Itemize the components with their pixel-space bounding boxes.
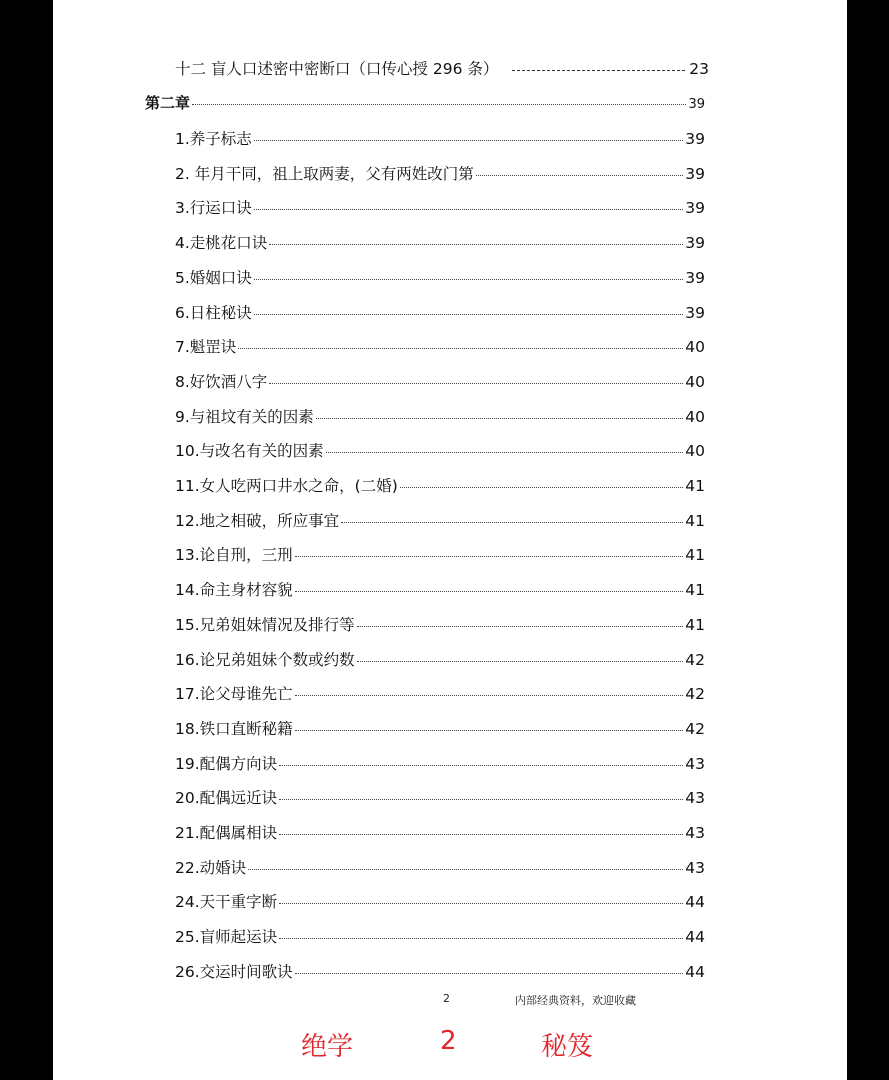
dot-leader bbox=[269, 244, 683, 245]
dot-leader bbox=[295, 973, 684, 974]
toc-entry-page: 23 bbox=[689, 60, 709, 78]
dot-leader bbox=[357, 661, 684, 662]
dot-leader bbox=[279, 765, 683, 766]
toc-entry-row[interactable] bbox=[175, 231, 705, 253]
toc-entry-label: 9.与祖坟有关的因素 bbox=[175, 407, 314, 426]
dot-leader bbox=[326, 452, 684, 453]
toc-entry-page: 41 bbox=[685, 477, 705, 495]
toc-entry-row[interactable] bbox=[175, 786, 705, 808]
dot-leader bbox=[400, 487, 684, 488]
toc-entry-page: 44 bbox=[685, 893, 705, 912]
toc-entry-label: 10.与改名有关的因素 bbox=[175, 442, 324, 461]
toc-entry-row[interactable] bbox=[175, 578, 705, 600]
dot-leader bbox=[254, 140, 683, 141]
toc-entry-page: 40 bbox=[685, 338, 705, 357]
toc-entry-page: 40 bbox=[685, 407, 705, 426]
toc-entry-label: 12.地之相破，所应事宜 bbox=[175, 511, 340, 530]
toc-entry-row[interactable] bbox=[175, 890, 705, 912]
toc-entry-label: 4.走桃花口诀 bbox=[175, 234, 268, 253]
chapter-title: 第二章 bbox=[145, 94, 191, 112]
toc-entry-label: 5.婚姻口诀 bbox=[175, 268, 252, 287]
toc-entry-label: 2. 年月干同，祖上取两妻，父有两姓改门第 bbox=[175, 164, 474, 183]
toc-entry-row[interactable] bbox=[175, 717, 705, 739]
footer-note: 内部经典资料，欢迎收藏 bbox=[515, 994, 636, 1007]
toc-entry-page: 40 bbox=[685, 442, 705, 461]
toc-entry-label: 26.交运时间歌诀 bbox=[175, 962, 293, 981]
toc-entry-page: 42 bbox=[685, 650, 705, 669]
toc-entry-row[interactable] bbox=[175, 613, 705, 635]
toc-entry-label: 11.女人吃两口井水之命，(二婚) bbox=[175, 477, 398, 495]
toc-entry-row[interactable] bbox=[175, 266, 705, 288]
dot-leader bbox=[316, 418, 683, 419]
toc-entry-page: 39 bbox=[685, 268, 705, 287]
toc-entry-row[interactable] bbox=[175, 856, 705, 878]
toc-entry-page: 44 bbox=[685, 928, 705, 947]
toc-entry-label: 24.天干重字断 bbox=[175, 893, 278, 912]
toc-entry-label: 13.论自刑，三刑 bbox=[175, 546, 293, 565]
toc-entry-page: 43 bbox=[685, 824, 705, 842]
toc-entry-label: 14.命主身材容貌 bbox=[175, 581, 293, 600]
dot-leader bbox=[269, 383, 683, 384]
toc-entry-page: 43 bbox=[685, 789, 705, 808]
toc-entry-page: 41 bbox=[685, 546, 705, 565]
dot-leader bbox=[254, 279, 683, 280]
toc-entry-row[interactable] bbox=[175, 648, 705, 670]
toc-entry-row[interactable] bbox=[175, 335, 705, 357]
toc-entry-row[interactable] bbox=[175, 543, 705, 565]
toc-entry-page: 43 bbox=[685, 754, 705, 773]
document-page bbox=[53, 0, 847, 1080]
dot-leader bbox=[512, 70, 685, 71]
toc-entry-row[interactable] bbox=[175, 370, 705, 392]
toc-entry-page: 42 bbox=[685, 719, 705, 738]
dot-leader bbox=[295, 730, 684, 731]
toc-entry-label: 19.配偶方向诀 bbox=[175, 754, 278, 773]
toc-entry-row[interactable] bbox=[175, 682, 705, 704]
dot-leader bbox=[279, 799, 683, 800]
toc-entry-row[interactable] bbox=[175, 162, 705, 184]
toc-entry-label: 20.配偶远近诀 bbox=[175, 789, 278, 808]
toc-entry-page: 39 bbox=[685, 303, 705, 322]
toc-entry-row[interactable] bbox=[175, 752, 705, 774]
footer-page-number: 2 bbox=[443, 992, 450, 1005]
toc-entry-row[interactable] bbox=[175, 301, 705, 323]
toc-entry-row[interactable] bbox=[175, 474, 705, 496]
dot-leader bbox=[279, 938, 683, 939]
toc-entry-row[interactable] bbox=[175, 196, 705, 218]
dot-leader bbox=[192, 104, 686, 105]
toc-entry-row[interactable] bbox=[175, 509, 705, 531]
dot-leader bbox=[357, 626, 684, 627]
toc-entry-page: 40 bbox=[685, 372, 705, 391]
banner-right-text: 秘笈 bbox=[541, 1032, 594, 1062]
toc-entry-page: 39 bbox=[685, 199, 705, 218]
toc-entry-label: 25.盲师起运诀 bbox=[175, 928, 278, 947]
toc-chapter-row[interactable] bbox=[145, 92, 705, 113]
dot-leader bbox=[254, 314, 683, 315]
dot-leader bbox=[279, 903, 683, 904]
toc-entry-row[interactable] bbox=[175, 405, 705, 427]
banner-center-number: 2 bbox=[440, 1026, 457, 1056]
toc-intro-row[interactable] bbox=[175, 57, 709, 79]
toc-entry-page: 39 bbox=[688, 97, 705, 112]
toc-entry-label: 1.养子标志 bbox=[175, 130, 252, 148]
dot-leader bbox=[295, 591, 684, 592]
dot-leader bbox=[341, 522, 683, 523]
dot-leader bbox=[295, 695, 684, 696]
toc-entry-label: 16.论兄弟姐妹个数或约数 bbox=[175, 650, 355, 669]
toc-entry-page: 39 bbox=[685, 164, 705, 183]
toc-entry-page: 41 bbox=[685, 615, 705, 634]
toc-entry-row[interactable] bbox=[175, 821, 705, 843]
toc-entry-page: 41 bbox=[685, 511, 705, 530]
toc-entry-label: 7.魁罡诀 bbox=[175, 338, 237, 357]
dot-leader bbox=[238, 348, 683, 349]
toc-entry-label: 17.论父母谁先亡 bbox=[175, 685, 293, 704]
dot-leader bbox=[295, 556, 684, 557]
dot-leader bbox=[476, 175, 684, 176]
toc-entry-label: 十二 盲人口述密中密断口（口传心授 296 条） bbox=[175, 60, 499, 78]
toc-entry-label: 18.铁口直断秘籍 bbox=[175, 719, 293, 738]
toc-entry-page: 39 bbox=[685, 130, 705, 148]
toc-entry-page: 44 bbox=[685, 962, 705, 981]
toc-entry-label: 6.日柱秘诀 bbox=[175, 303, 252, 322]
toc-entry-label: 8.好饮酒八字 bbox=[175, 372, 268, 391]
toc-entry-page: 39 bbox=[685, 234, 705, 253]
toc-entry-label: 21.配偶属相诀 bbox=[175, 824, 278, 842]
toc-entry-page: 43 bbox=[685, 858, 705, 877]
dot-leader bbox=[279, 834, 683, 835]
toc-entry-row[interactable] bbox=[175, 127, 705, 149]
toc-entry-row[interactable] bbox=[175, 960, 705, 982]
toc-entry-label: 3.行运口诀 bbox=[175, 199, 252, 218]
toc-entry-page: 42 bbox=[685, 685, 705, 704]
toc-entry-label: 15.兄弟姐妹情况及排行等 bbox=[175, 615, 355, 634]
toc-entry-row[interactable] bbox=[175, 439, 705, 461]
toc-entry-label: 22.动婚诀 bbox=[175, 858, 247, 877]
banner-left-text: 绝学 bbox=[301, 1032, 354, 1062]
toc-entry-row[interactable] bbox=[175, 925, 705, 947]
toc-entry-page: 41 bbox=[685, 581, 705, 600]
dot-leader bbox=[254, 209, 683, 210]
dot-leader bbox=[248, 869, 683, 870]
